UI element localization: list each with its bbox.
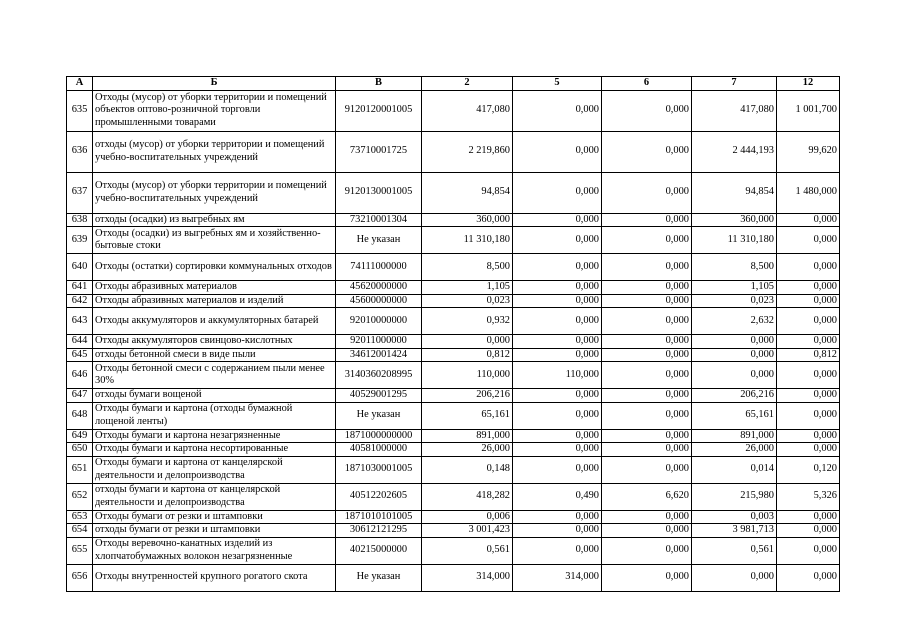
row-number: 642 xyxy=(67,294,93,308)
row-number: 649 xyxy=(67,429,93,443)
value-col-12: 1 001,700 xyxy=(777,90,840,131)
waste-code: 9120130001005 xyxy=(336,172,422,213)
value-col-6: 0,000 xyxy=(602,402,692,429)
value-col-6: 0,000 xyxy=(602,537,692,564)
value-col-6: 0,000 xyxy=(602,90,692,131)
waste-code: 1871000000000 xyxy=(336,429,422,443)
waste-code: 40512202605 xyxy=(336,483,422,510)
value-col-12: 0,000 xyxy=(777,281,840,295)
waste-code: 45620000000 xyxy=(336,281,422,295)
value-col-6: 0,000 xyxy=(602,335,692,349)
waste-name: Отходы бумаги и картона несортированные xyxy=(93,443,336,457)
table-row xyxy=(67,172,840,213)
value-col-5: 0,000 xyxy=(513,348,602,362)
table-row xyxy=(67,90,840,131)
row-number: 646 xyxy=(67,362,93,389)
value-col-6: 0,000 xyxy=(602,524,692,538)
header-col-12: 12 xyxy=(777,77,840,91)
value-col-7: 2 444,193 xyxy=(692,131,777,172)
value-col-5: 0,000 xyxy=(513,131,602,172)
waste-code: 1871030001005 xyxy=(336,456,422,483)
table-row xyxy=(67,308,840,335)
waste-code: Не указан xyxy=(336,227,422,254)
value-col-12: 0,000 xyxy=(777,254,840,281)
value-col-2: 8,500 xyxy=(422,254,513,281)
waste-code: 40215000000 xyxy=(336,537,422,564)
value-col-12: 0,120 xyxy=(777,456,840,483)
value-col-6: 0,000 xyxy=(602,227,692,254)
value-col-5: 314,000 xyxy=(513,564,602,591)
value-col-7: 215,980 xyxy=(692,483,777,510)
waste-table xyxy=(66,76,840,592)
value-col-12: 0,000 xyxy=(777,564,840,591)
row-number: 639 xyxy=(67,227,93,254)
table-row xyxy=(67,227,840,254)
value-col-5: 0,000 xyxy=(513,90,602,131)
row-number: 645 xyxy=(67,348,93,362)
value-col-5: 0,000 xyxy=(513,227,602,254)
row-number: 641 xyxy=(67,281,93,295)
value-col-2: 0,561 xyxy=(422,537,513,564)
value-col-5: 0,000 xyxy=(513,429,602,443)
row-number: 643 xyxy=(67,308,93,335)
value-col-2: 1,105 xyxy=(422,281,513,295)
table-row xyxy=(67,537,840,564)
header-col-6: 6 xyxy=(602,77,692,91)
value-col-2: 0,023 xyxy=(422,294,513,308)
value-col-12: 0,000 xyxy=(777,227,840,254)
value-col-12: 0,000 xyxy=(777,213,840,227)
value-col-2: 0,932 xyxy=(422,308,513,335)
table-row xyxy=(67,483,840,510)
table-row xyxy=(67,402,840,429)
waste-name: Отходы абразивных материалов xyxy=(93,281,336,295)
value-col-7: 0,000 xyxy=(692,362,777,389)
value-col-2: 0,812 xyxy=(422,348,513,362)
row-number: 650 xyxy=(67,443,93,457)
value-col-5: 0,000 xyxy=(513,308,602,335)
value-col-6: 0,000 xyxy=(602,254,692,281)
table-body xyxy=(67,90,840,591)
row-number: 652 xyxy=(67,483,93,510)
value-col-6: 6,620 xyxy=(602,483,692,510)
waste-name: Отходы абразивных материалов и изделий xyxy=(93,294,336,308)
row-number: 653 xyxy=(67,510,93,524)
value-col-5: 0,000 xyxy=(513,402,602,429)
value-col-2: 3 001,423 xyxy=(422,524,513,538)
waste-name: отходы бумаги и картона от канцелярской деятельности и делопроизводства xyxy=(93,483,336,510)
value-col-7: 0,000 xyxy=(692,348,777,362)
value-col-2: 891,000 xyxy=(422,429,513,443)
waste-name: Отходы бетонной смеси с содержанием пыли менее 30% xyxy=(93,362,336,389)
waste-code: 74111000000 xyxy=(336,254,422,281)
value-col-2: 11 310,180 xyxy=(422,227,513,254)
table-row xyxy=(67,281,840,295)
waste-name: Отходы бумаги и картона незагрязненные xyxy=(93,429,336,443)
header-col-a: А xyxy=(67,77,93,91)
value-col-5: 0,000 xyxy=(513,254,602,281)
value-col-2: 0,006 xyxy=(422,510,513,524)
waste-code: 1871010101005 xyxy=(336,510,422,524)
value-col-2: 206,216 xyxy=(422,389,513,403)
waste-name: отходы бумаги от резки и штамповки xyxy=(93,524,336,538)
value-col-6: 0,000 xyxy=(602,510,692,524)
value-col-5: 0,000 xyxy=(513,294,602,308)
waste-name: отходы бетонной смеси в виде пыли xyxy=(93,348,336,362)
waste-code: 73210001304 xyxy=(336,213,422,227)
value-col-5: 0,000 xyxy=(513,281,602,295)
value-col-7: 65,161 xyxy=(692,402,777,429)
value-col-2: 26,000 xyxy=(422,443,513,457)
value-col-5: 0,000 xyxy=(513,389,602,403)
value-col-7: 11 310,180 xyxy=(692,227,777,254)
value-col-12: 0,000 xyxy=(777,443,840,457)
waste-code: 40529001295 xyxy=(336,389,422,403)
value-col-12: 5,326 xyxy=(777,483,840,510)
waste-code: 9120120001005 xyxy=(336,90,422,131)
row-number: 644 xyxy=(67,335,93,349)
waste-code: Не указан xyxy=(336,402,422,429)
table-row xyxy=(67,348,840,362)
row-number: 656 xyxy=(67,564,93,591)
value-col-7: 0,000 xyxy=(692,564,777,591)
value-col-5: 0,490 xyxy=(513,483,602,510)
waste-name: отходы (мусор) от уборки территории и помещений учебно-воспитательных учреждений xyxy=(93,131,336,172)
value-col-2: 417,080 xyxy=(422,90,513,131)
header-col-5: 5 xyxy=(513,77,602,91)
header-col-b: Б xyxy=(93,77,336,91)
value-col-2: 360,000 xyxy=(422,213,513,227)
value-col-5: 0,000 xyxy=(513,524,602,538)
value-col-12: 0,000 xyxy=(777,389,840,403)
waste-name: Отходы бумаги от резки и штамповки xyxy=(93,510,336,524)
waste-code: 92011000000 xyxy=(336,335,422,349)
waste-name: Отходы веревочно-канатных изделий из хлопчатобумажных волокон незагрязненные xyxy=(93,537,336,564)
value-col-2: 0,000 xyxy=(422,335,513,349)
waste-code: 73710001725 xyxy=(336,131,422,172)
value-col-7: 3 981,713 xyxy=(692,524,777,538)
value-col-6: 0,000 xyxy=(602,348,692,362)
value-col-6: 0,000 xyxy=(602,294,692,308)
value-col-7: 94,854 xyxy=(692,172,777,213)
value-col-5: 0,000 xyxy=(513,443,602,457)
row-number: 640 xyxy=(67,254,93,281)
value-col-2: 94,854 xyxy=(422,172,513,213)
value-col-6: 0,000 xyxy=(602,213,692,227)
table-row xyxy=(67,213,840,227)
value-col-12: 0,000 xyxy=(777,308,840,335)
value-col-6: 0,000 xyxy=(602,429,692,443)
row-number: 635 xyxy=(67,90,93,131)
waste-name: отходы бумаги вощеной xyxy=(93,389,336,403)
waste-name: отходы (осадки) из выгребных ям xyxy=(93,213,336,227)
waste-name: Отходы (осадки) из выгребных ям и хозяйственно-бытовые стоки xyxy=(93,227,336,254)
value-col-7: 0,014 xyxy=(692,456,777,483)
waste-code: 40581000000 xyxy=(336,443,422,457)
table-row xyxy=(67,131,840,172)
table-row xyxy=(67,254,840,281)
row-number: 654 xyxy=(67,524,93,538)
waste-code: Не указан xyxy=(336,564,422,591)
table-row xyxy=(67,335,840,349)
value-col-7: 0,561 xyxy=(692,537,777,564)
value-col-2: 418,282 xyxy=(422,483,513,510)
value-col-7: 0,023 xyxy=(692,294,777,308)
value-col-6: 0,000 xyxy=(602,564,692,591)
header-col-2: 2 xyxy=(422,77,513,91)
table-row xyxy=(67,456,840,483)
waste-name: Отходы аккумуляторов свинцово-кислотных xyxy=(93,335,336,349)
waste-code: 30612121295 xyxy=(336,524,422,538)
value-col-6: 0,000 xyxy=(602,131,692,172)
value-col-6: 0,000 xyxy=(602,308,692,335)
value-col-7: 0,003 xyxy=(692,510,777,524)
value-col-12: 0,000 xyxy=(777,402,840,429)
value-col-6: 0,000 xyxy=(602,281,692,295)
row-number: 647 xyxy=(67,389,93,403)
value-col-2: 2 219,860 xyxy=(422,131,513,172)
waste-name: Отходы внутренностей крупного рогатого скота xyxy=(93,564,336,591)
waste-name: Отходы аккумуляторов и аккумуляторных батарей xyxy=(93,308,336,335)
value-col-7: 2,632 xyxy=(692,308,777,335)
value-col-12: 0,000 xyxy=(777,335,840,349)
table-row xyxy=(67,389,840,403)
value-col-7: 360,000 xyxy=(692,213,777,227)
table-row xyxy=(67,429,840,443)
header-col-v: В xyxy=(336,77,422,91)
header-col-7: 7 xyxy=(692,77,777,91)
value-col-5: 0,000 xyxy=(513,335,602,349)
value-col-7: 8,500 xyxy=(692,254,777,281)
value-col-12: 0,812 xyxy=(777,348,840,362)
value-col-7: 1,105 xyxy=(692,281,777,295)
value-col-12: 1 480,000 xyxy=(777,172,840,213)
value-col-2: 0,148 xyxy=(422,456,513,483)
row-number: 648 xyxy=(67,402,93,429)
value-col-7: 891,000 xyxy=(692,429,777,443)
table-row xyxy=(67,524,840,538)
row-number: 637 xyxy=(67,172,93,213)
table-row xyxy=(67,362,840,389)
waste-code: 3140360208995 xyxy=(336,362,422,389)
table-row xyxy=(67,564,840,591)
value-col-5: 0,000 xyxy=(513,213,602,227)
value-col-2: 110,000 xyxy=(422,362,513,389)
waste-code: 92010000000 xyxy=(336,308,422,335)
table-row xyxy=(67,294,840,308)
value-col-7: 206,216 xyxy=(692,389,777,403)
value-col-6: 0,000 xyxy=(602,389,692,403)
value-col-5: 0,000 xyxy=(513,537,602,564)
waste-code: 34612001424 xyxy=(336,348,422,362)
waste-name: Отходы бумаги и картона (отходы бумажной лощеной ленты) xyxy=(93,402,336,429)
header-row xyxy=(67,77,840,91)
value-col-12: 0,000 xyxy=(777,429,840,443)
waste-name: Отходы (остатки) сортировки коммунальных отходов xyxy=(93,254,336,281)
table-row xyxy=(67,510,840,524)
table-row xyxy=(67,443,840,457)
row-number: 638 xyxy=(67,213,93,227)
value-col-6: 0,000 xyxy=(602,443,692,457)
value-col-5: 0,000 xyxy=(513,456,602,483)
value-col-2: 314,000 xyxy=(422,564,513,591)
value-col-7: 26,000 xyxy=(692,443,777,457)
value-col-12: 0,000 xyxy=(777,362,840,389)
value-col-5: 110,000 xyxy=(513,362,602,389)
waste-name: Отходы (мусор) от уборки территории и помещений объектов оптово-розничной торговли промышленными товарами xyxy=(93,90,336,131)
value-col-12: 99,620 xyxy=(777,131,840,172)
value-col-7: 417,080 xyxy=(692,90,777,131)
value-col-7: 0,000 xyxy=(692,335,777,349)
value-col-12: 0,000 xyxy=(777,537,840,564)
row-number: 651 xyxy=(67,456,93,483)
value-col-2: 65,161 xyxy=(422,402,513,429)
waste-name: Отходы (мусор) от уборки территории и помещений учебно-воспитательных учреждений xyxy=(93,172,336,213)
row-number: 655 xyxy=(67,537,93,564)
value-col-12: 0,000 xyxy=(777,510,840,524)
waste-name: Отходы бумаги и картона от канцелярской деятельности и делопроизводства xyxy=(93,456,336,483)
value-col-6: 0,000 xyxy=(602,172,692,213)
value-col-12: 0,000 xyxy=(777,524,840,538)
value-col-12: 0,000 xyxy=(777,294,840,308)
waste-code: 45600000000 xyxy=(336,294,422,308)
row-number: 636 xyxy=(67,131,93,172)
value-col-6: 0,000 xyxy=(602,362,692,389)
value-col-5: 0,000 xyxy=(513,510,602,524)
value-col-5: 0,000 xyxy=(513,172,602,213)
value-col-6: 0,000 xyxy=(602,456,692,483)
